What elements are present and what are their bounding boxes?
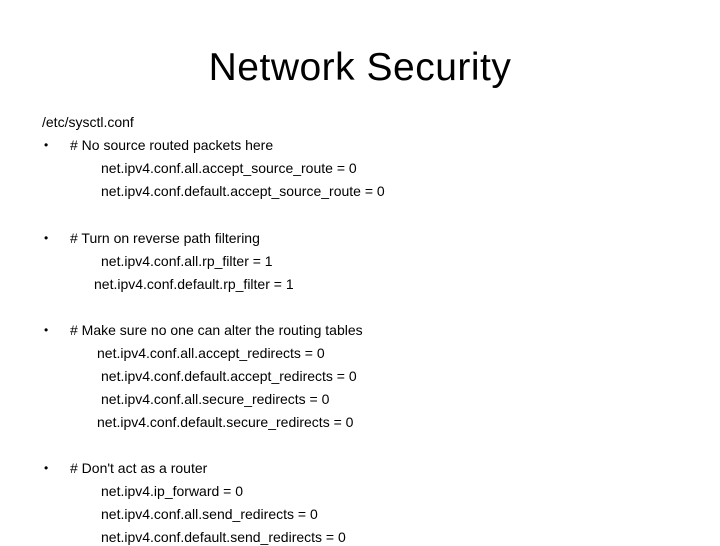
- setting-line: net.ipv4.conf.all.rp_filter = 1: [101, 253, 273, 269]
- setting-line: net.ipv4.conf.default.accept_redirects = 0: [101, 368, 357, 384]
- bullet-4: •: [44, 461, 49, 475]
- section-3-comment: # Make sure no one can alter the routing tables: [70, 322, 363, 338]
- setting-line: net.ipv4.conf.all.accept_redirects = 0: [97, 345, 325, 361]
- slide-title: Network Security: [208, 46, 512, 89]
- setting-line: net.ipv4.conf.all.send_redirects = 0: [101, 506, 318, 522]
- bullet-2: •: [44, 231, 49, 245]
- section-4-comment: # Don't act as a router: [70, 460, 208, 476]
- setting-line: net.ipv4.conf.default.secure_redirects = 0: [97, 414, 354, 430]
- section-1-comment: # No source routed packets here: [70, 137, 274, 153]
- bullet-1: •: [44, 138, 49, 152]
- setting-line: net.ipv4.conf.default.send_redirects = 0: [101, 529, 346, 545]
- setting-line: net.ipv4.conf.all.secure_redirects = 0: [101, 391, 330, 407]
- setting-line: net.ipv4.conf.all.accept_source_route = 0: [101, 160, 357, 176]
- section-2-comment: # Turn on reverse path filtering: [70, 230, 260, 246]
- setting-line: net.ipv4.conf.default.rp_filter = 1: [94, 276, 294, 292]
- setting-line: net.ipv4.conf.default.accept_source_route = 0: [101, 183, 385, 199]
- bullet-3: •: [44, 323, 49, 337]
- config-path: /etc/sysctl.conf: [42, 114, 134, 130]
- setting-line: net.ipv4.ip_forward = 0: [101, 483, 244, 499]
